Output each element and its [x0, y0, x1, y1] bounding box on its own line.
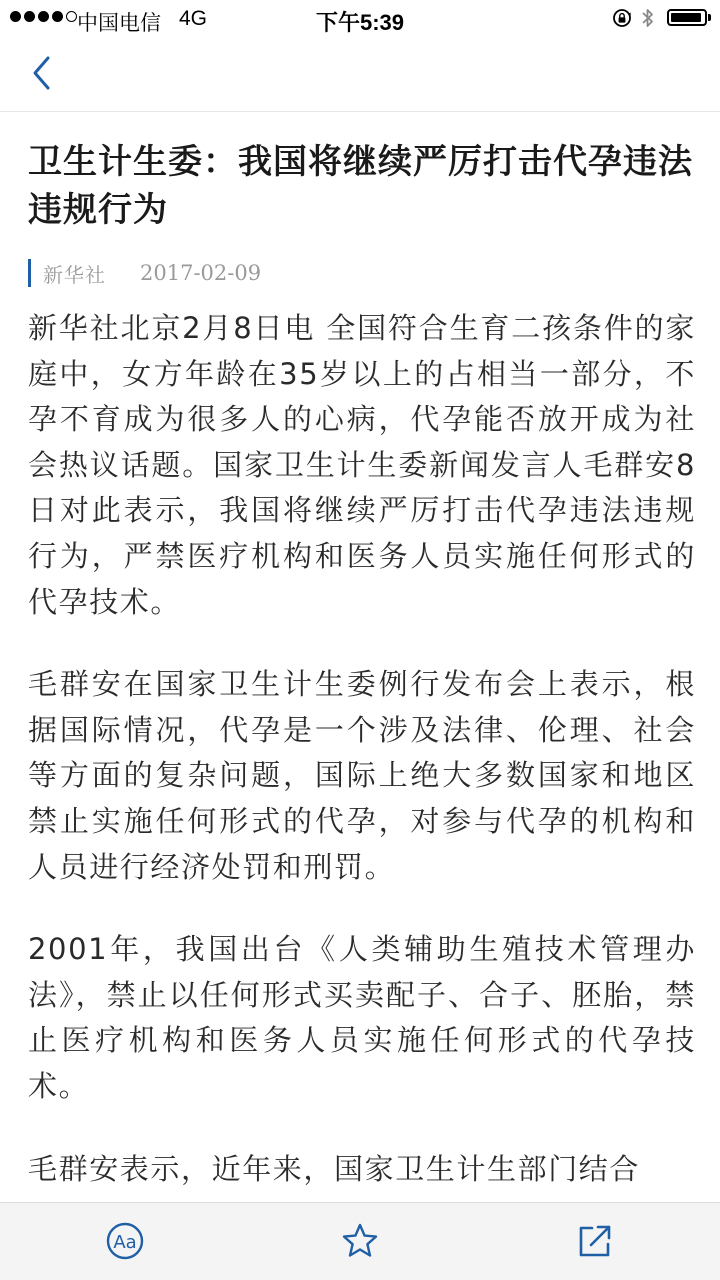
back-button[interactable] — [24, 52, 64, 96]
article-date: 2017-02-09 — [140, 261, 262, 285]
article-paragraph: 毛群安表示，近年来，国家卫生计生部门结合 — [28, 1151, 641, 1186]
font-size-icon-label: Aa — [113, 1232, 137, 1253]
carrier-name: 中国电信 — [77, 12, 161, 35]
share-icon — [575, 1221, 615, 1261]
battery-icon — [667, 9, 707, 26]
bottom-toolbar — [0, 1202, 720, 1280]
source-marker — [28, 259, 31, 287]
battery-level — [671, 13, 701, 22]
article-title: 卫生计生委：我国将继续严厉打击代孕违法违规行为 — [28, 142, 693, 230]
article-source: 新华社 — [43, 262, 106, 287]
article — [28, 112, 696, 1192]
star-icon — [340, 1221, 380, 1261]
article-paragraph: 新华社北京2月8日电 全国符合生育二孩条件的家庭中，女方年龄在35岁以上的占相当一部分，不孕不育成为很多人的心病，代孕能否放开成为社会热议话题。国家卫生计生委新闻发言人毛群安8日对此表示，我国将继续严厉打击代孕违法违规行为，严禁医疗机构和医务人员实施任何形式的代孕技术。 — [28, 311, 696, 619]
bluetooth-icon — [640, 6, 656, 30]
font-size-button[interactable] — [105, 1221, 145, 1261]
network-type: 4G — [179, 7, 208, 30]
battery-tip — [708, 14, 711, 21]
status-bar — [0, 0, 720, 38]
font-size-icon — [105, 1221, 145, 1261]
chevron-left-icon — [24, 52, 64, 96]
rotation-lock-icon — [612, 8, 632, 28]
status-time: 下午5:39 — [315, 10, 405, 35]
favorite-button[interactable] — [340, 1221, 380, 1261]
article-paragraph: 2001年，我国出台《人类辅助生殖技术管理办法》，禁止以任何形式买卖配子、合子、胚胎，禁止医疗机构和医务人员实施任何形式的代孕技术。 — [28, 932, 696, 1103]
article-meta — [28, 258, 696, 288]
share-button[interactable] — [575, 1221, 615, 1261]
navigation-bar — [0, 38, 720, 112]
article-paragraph: 毛群安在国家卫生计生委例行发布会上表示，根据国际情况，代孕是一个涉及法律、伦理、社会等方面的复杂问题，国际上绝大多数国家和地区禁止实施任何形式的代孕，对参与代孕的机构和人员进行经济处罚和刑罚。 — [28, 667, 696, 884]
